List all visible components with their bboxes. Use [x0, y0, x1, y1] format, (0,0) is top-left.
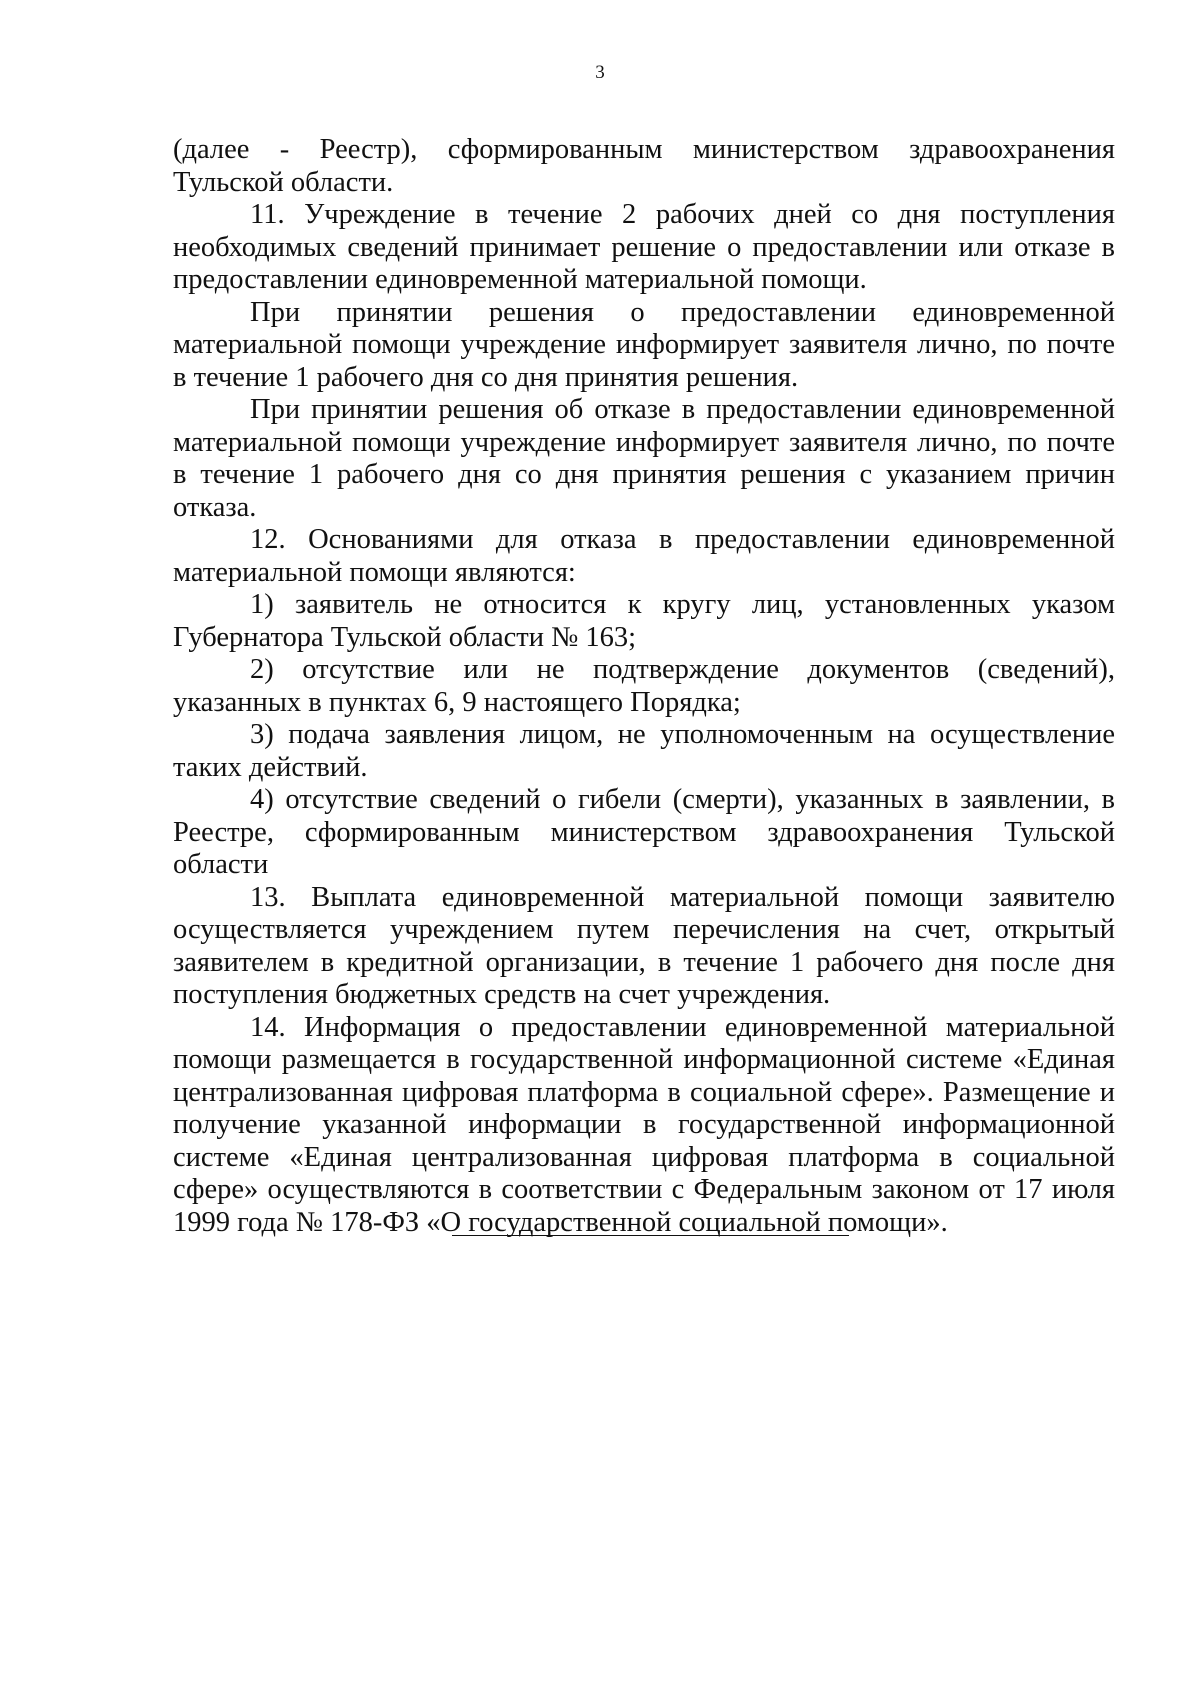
page-number: 3 [595, 62, 605, 83]
paragraph-item-12: 12. Основаниями для отказа в предоставлении единовременной материальной помощи являются: [173, 524, 1115, 588]
document-body [173, 134, 1115, 1239]
paragraph-registry-continuation: (далее - Реестр), сформированным министерством здравоохранения Тульской области. [173, 134, 1115, 198]
paragraph-ground-3: 3) подача заявления лицом, не уполномоченным на осуществление таких действий. [173, 719, 1115, 783]
paragraph-item-11: 11. Учреждение в течение 2 рабочих дней со дня поступления необходимых сведений принимает решение о предоставлении или отказе в предоставлении единовременной материальной помощи. [173, 199, 1115, 295]
paragraph-ground-4: 4) отсутствие сведений о гибели (смерти), указанных в заявлении, в Реестре, сформированным министерством здравоохранения Тульской области [173, 784, 1115, 880]
closing-divider-line [452, 1235, 849, 1236]
paragraph-decision-approval: При принятии решения о предоставлении единовременной материальной помощи учреждение информирует заявителя лично, по почте в течение 1 рабочего дня со дня принятия решения. [173, 296, 1115, 393]
paragraph-ground-1: 1) заявитель не относится к кругу лиц, установленных указом Губернатора Тульской области № 163; [173, 589, 1115, 653]
paragraph-ground-2: 2) отсутствие или не подтверждение документов (сведений), указанных в пунктах 6, 9 настоящего Порядка; [173, 654, 1115, 718]
paragraph-decision-refusal: При принятии решения об отказе в предоставлении единовременной материальной помощи учреждение информирует заявителя лично, по почте в течение 1 рабочего дня со дня принятия решения с указанием причин отказа. [173, 394, 1115, 523]
paragraph-item-13: 13. Выплата единовременной материальной помощи заявителю осуществляется учреждением путем перечисления на счет, открытый заявителем в кредитной организации, в течение 1 рабочего дня после дня поступления бюджетных средств на счет учреждения. [173, 881, 1115, 1010]
paragraph-item-14: 14. Информация о предоставлении единовременной материальной помощи размещается в государственной информационной системе «Единая централизованная цифровая платформа в социальной сфере». Размещение и получение указанной информации в государственной информационной системе «Единая централизованная цифровая платформа в социальной сфере» осуществляются в соответствии с Федеральным законом от 17 июля 1999 года № 178-ФЗ «О государственной социальной помощи». [173, 1011, 1115, 1238]
